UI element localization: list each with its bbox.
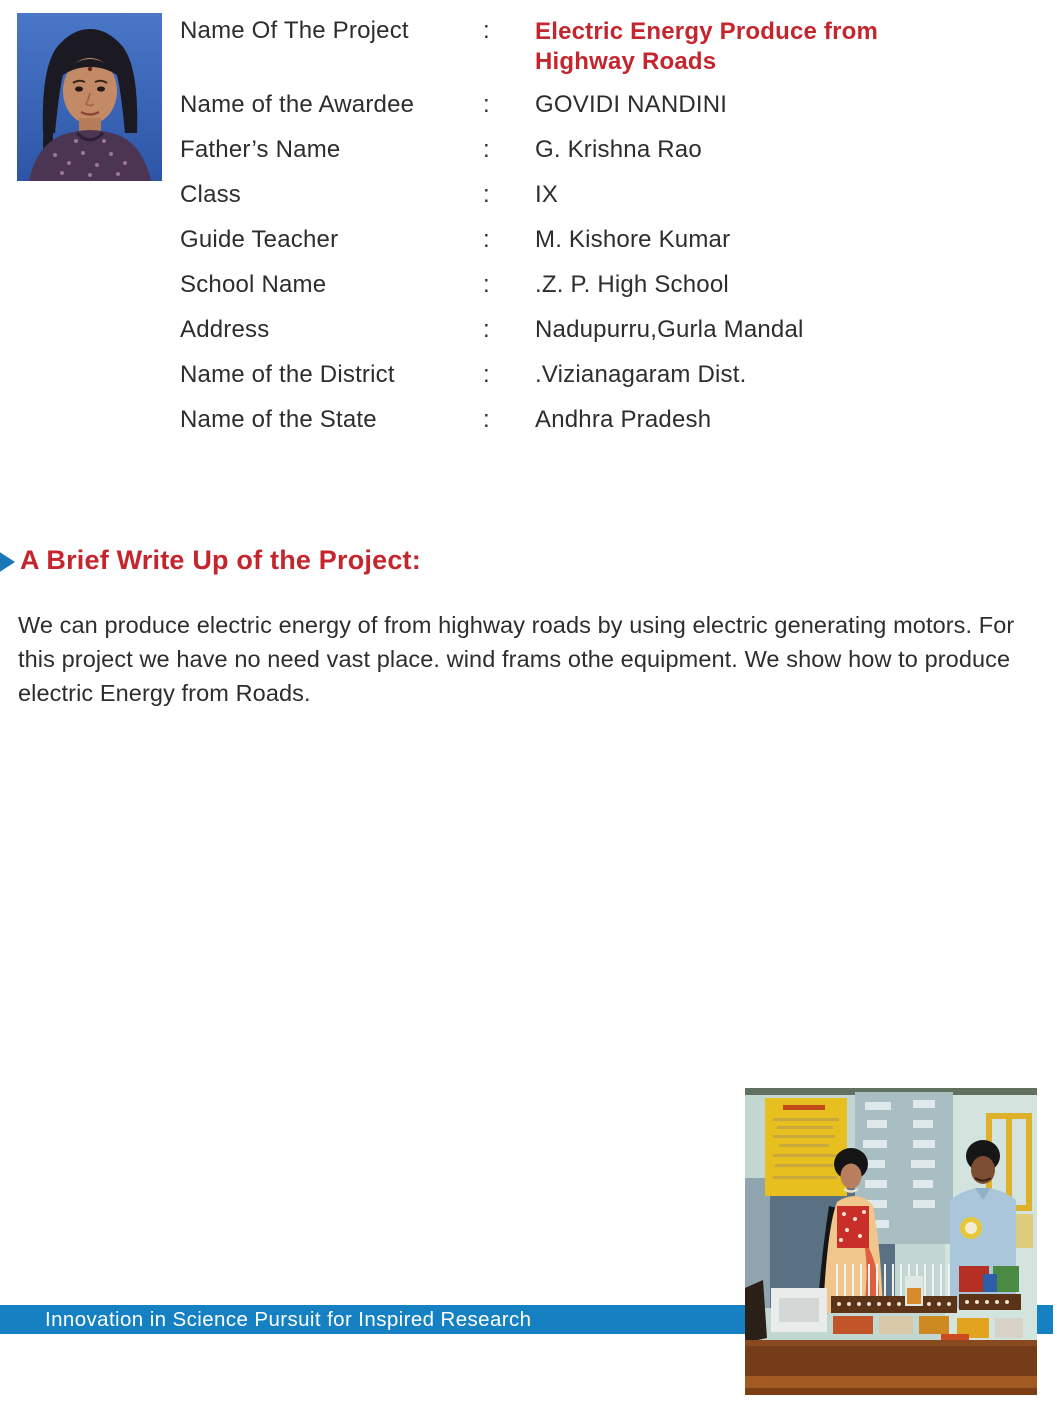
field-separator: : [483,91,490,118]
field-label: Name of the State [180,406,377,433]
field-separator: : [483,316,490,343]
field-separator: : [483,406,490,433]
field-row-awardee [0,91,1057,121]
exhibit-photo [745,1088,1037,1395]
field-separator: : [483,181,490,208]
field-label: Name of the Awardee [180,91,415,118]
field-value-address: Nadupurru,Gurla Mandal [535,316,804,343]
writeup-body: We can produce electric energy of from highway roads by using electric generating motors. For this project we have no need vast place. wind frams othe equipment. We show how to produce electric Energy from Roads. [18,612,1015,706]
field-value-awardee: GOVIDI NANDINI [535,91,728,118]
field-label: Class [180,181,242,208]
field-label: Address [180,316,270,343]
field-value-district: .Vizianagaram Dist. [535,361,747,388]
writeup-heading: A Brief Write Up of the Project: [20,545,421,575]
field-row-guide [0,226,1057,256]
arrow-bullet-icon [0,549,15,575]
field-row-class [0,181,1057,211]
footer-tagline: Innovation in Science Pursuit for Inspired Research [45,1308,532,1331]
field-label: Guide Teacher [180,226,339,253]
field-label: Name Of The Project [180,17,409,44]
field-separator: : [483,271,490,298]
field-separator: : [483,226,490,253]
field-label: School Name [180,271,327,298]
field-separator: : [483,361,490,388]
field-value-school: .Z. P. High School [535,271,729,298]
field-separator: : [483,136,490,163]
field-value-guide: M. Kishore Kumar [535,226,731,253]
field-value-project-name: Electric Energy Produce from Highway Roads [535,18,879,75]
field-row-district [0,361,1057,391]
field-label: Father’s Name [180,136,341,163]
field-row-address [0,316,1057,346]
field-value-father: G. Krishna Rao [535,136,702,163]
field-row-state [0,406,1057,436]
field-value-class: IX [535,181,559,208]
field-value-state: Andhra Pradesh [535,406,712,433]
field-label: Name of the District [180,361,395,388]
field-row-project [0,17,1057,75]
field-separator: : [483,17,490,44]
field-row-father [0,136,1057,166]
field-row-school [0,271,1057,301]
